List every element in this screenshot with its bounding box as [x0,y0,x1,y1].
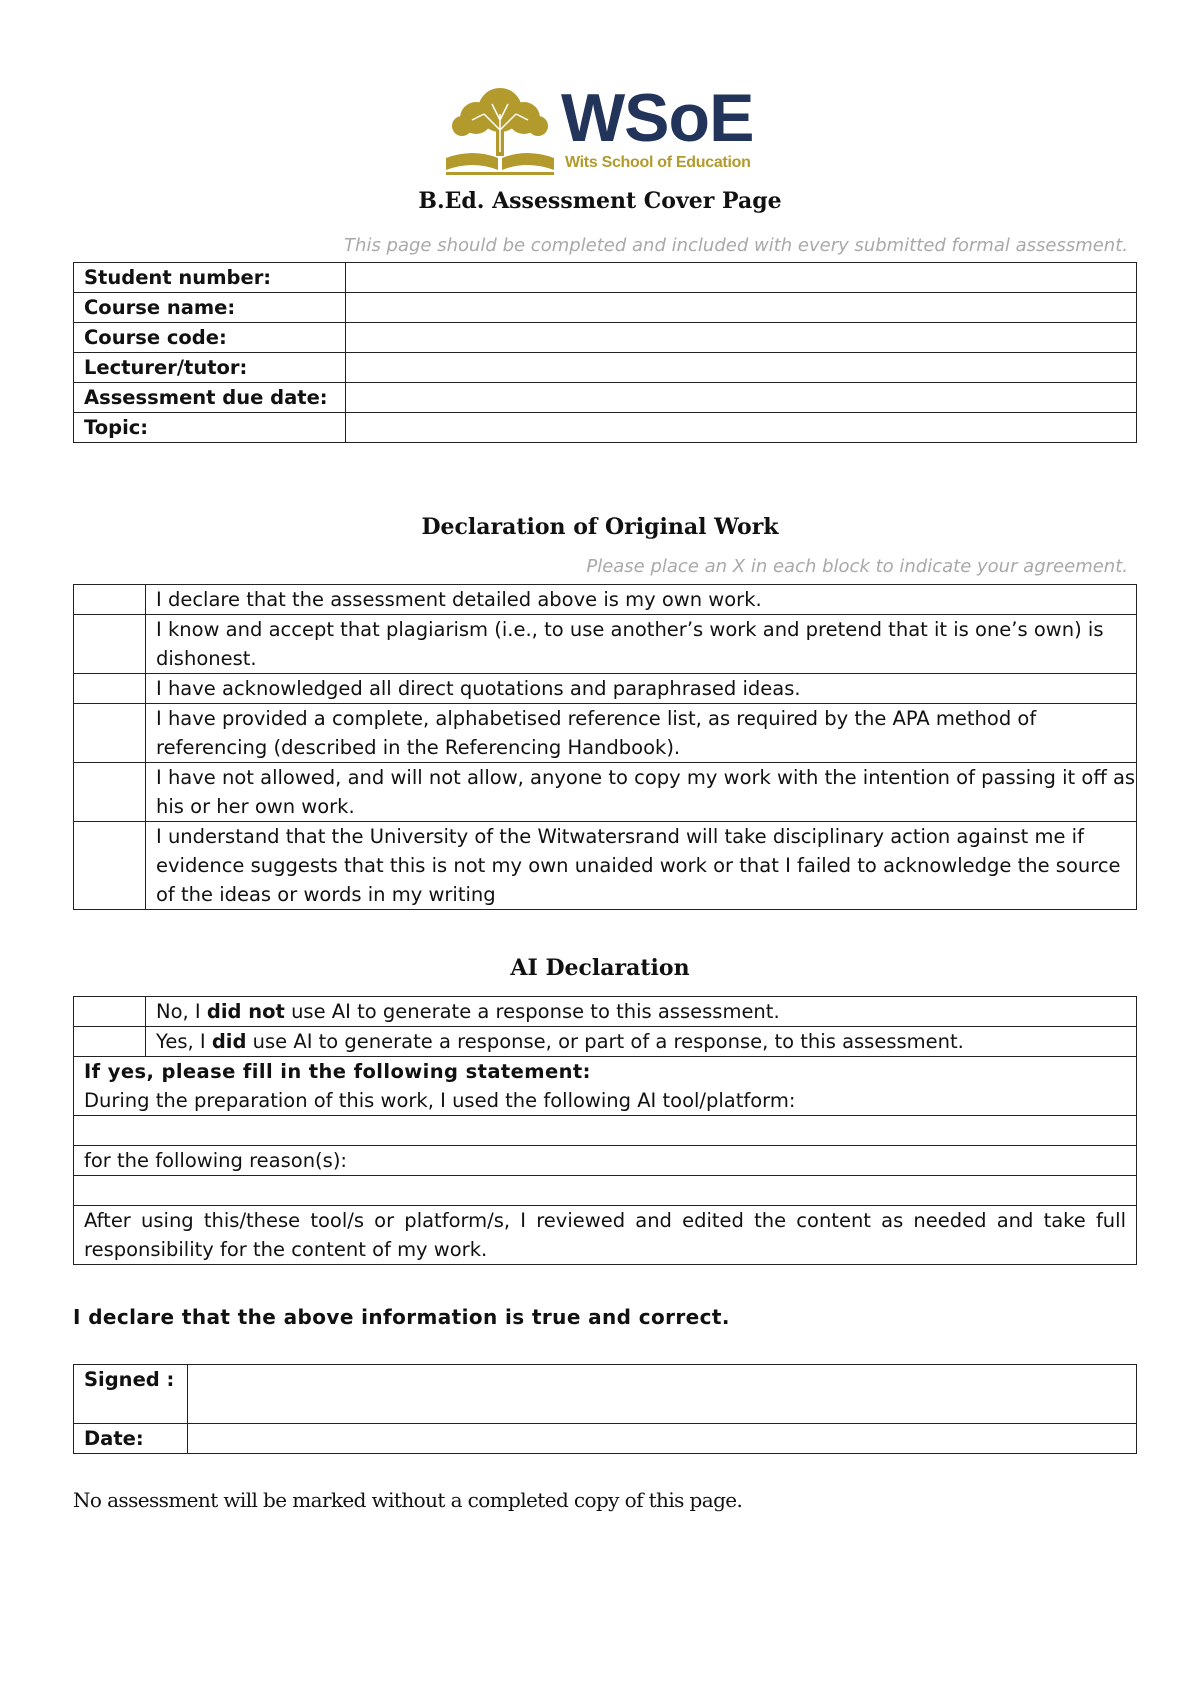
reasons-field[interactable] [74,1176,1137,1206]
table-row [74,822,1137,910]
table-row [74,1116,1137,1146]
student-number-field[interactable] [346,263,1137,293]
topic-field[interactable] [346,413,1137,443]
table-row [74,1176,1137,1206]
table-row [74,997,1137,1027]
course-name-label: Course name: [74,293,346,323]
agreement-checkbox[interactable] [74,822,146,910]
table-row [74,1206,1137,1265]
completion-hint: This page should be completed and included with every submitted formal assessment. [344,235,1128,256]
statement-text: I understand that the University of the Witwatersrand will take disciplinary action against me if evidence suggests that this is not my own unaided work or that I failed to acknowledge the source of the ideas or words in my writing [146,822,1137,910]
agreement-checkbox[interactable] [74,674,146,704]
agreement-checkbox[interactable] [74,763,146,822]
signed-label: Signed : [74,1365,188,1424]
signature-table [73,1364,1137,1454]
statement-text: I have provided a complete, alphabetised reference list, as required by the APA method of referencing (described in the Referencing Handbook). [146,704,1137,763]
table-row [74,1146,1137,1176]
due-date-label: Assessment due date: [74,383,346,413]
agreement-checkbox[interactable] [74,585,146,615]
table-row [74,383,1137,413]
tree-book-icon [440,80,560,180]
table-row [74,763,1137,822]
table-row [74,585,1137,615]
ai-declaration-table [73,996,1137,1265]
course-code-field[interactable] [346,323,1137,353]
table-row [74,1027,1137,1057]
footnote: No assessment will be marked without a completed copy of this page. [73,1488,743,1512]
reasons-label: for the following reason(s): [74,1146,1137,1176]
wsoe-logo [440,80,770,180]
table-row [74,615,1137,674]
student-details-table [73,262,1137,443]
signature-field[interactable] [188,1365,1137,1424]
page-title: B.Ed. Assessment Cover Page [418,188,782,214]
if-yes-heading: If yes, please fill in the following statement: [84,1060,591,1083]
table-row [74,413,1137,443]
ai-no-checkbox[interactable] [74,997,146,1027]
ai-declaration-title: AI Declaration [510,955,690,981]
agreement-hint: Please place an X in each block to indicate your agreement. [586,556,1128,577]
table-row [74,323,1137,353]
student-number-label: Student number: [74,263,346,293]
lecturer-field[interactable] [346,353,1137,383]
table-row [74,263,1137,293]
due-date-field[interactable] [346,383,1137,413]
table-row [74,674,1137,704]
table-row [74,1424,1137,1454]
statement-text: I declare that the assessment detailed above is my own work. [146,585,1137,615]
date-field[interactable] [188,1424,1137,1454]
statement-text: I have acknowledged all direct quotations and paraphrased ideas. [146,674,1137,704]
agreement-checkbox[interactable] [74,615,146,674]
table-row [74,1057,1137,1116]
table-row [74,704,1137,763]
true-correct-declaration: I declare that the above information is true and correct. [73,1305,730,1329]
lecturer-label: Lecturer/tutor: [74,353,346,383]
course-code-label: Course code: [74,323,346,353]
agreement-checkbox[interactable] [74,704,146,763]
logo-wordmark: WSoE [561,80,754,156]
original-work-title: Declaration of Original Work [421,514,779,540]
table-row [74,293,1137,323]
responsibility-statement: After using this/these tool/s or platform/s, I reviewed and edited the content as needed and take full responsibility for the content of my work. [74,1206,1137,1265]
statement-text: I know and accept that plagiarism (i.e., to use another’s work and pretend that it is one’s own) is dishonest. [146,615,1137,674]
date-label: Date: [74,1424,188,1454]
topic-label: Topic: [74,413,346,443]
course-name-field[interactable] [346,293,1137,323]
ai-no-option: No, I did not use AI to generate a response to this assessment. [146,997,1137,1027]
logo-subtitle: Wits School of Education [565,154,751,171]
original-work-table [73,584,1137,910]
table-row [74,1365,1137,1424]
ai-tool-field[interactable] [74,1116,1137,1146]
ai-statement-intro [74,1057,1137,1116]
ai-yes-checkbox[interactable] [74,1027,146,1057]
ai-tool-prompt: During the preparation of this work, I used the following AI tool/platform: [84,1089,796,1112]
ai-yes-option: Yes, I did use AI to generate a response, or part of a response, to this assessment. [146,1027,1137,1057]
table-row [74,353,1137,383]
statement-text: I have not allowed, and will not allow, anyone to copy my work with the intention of passing it off as his or her own work. [146,763,1137,822]
